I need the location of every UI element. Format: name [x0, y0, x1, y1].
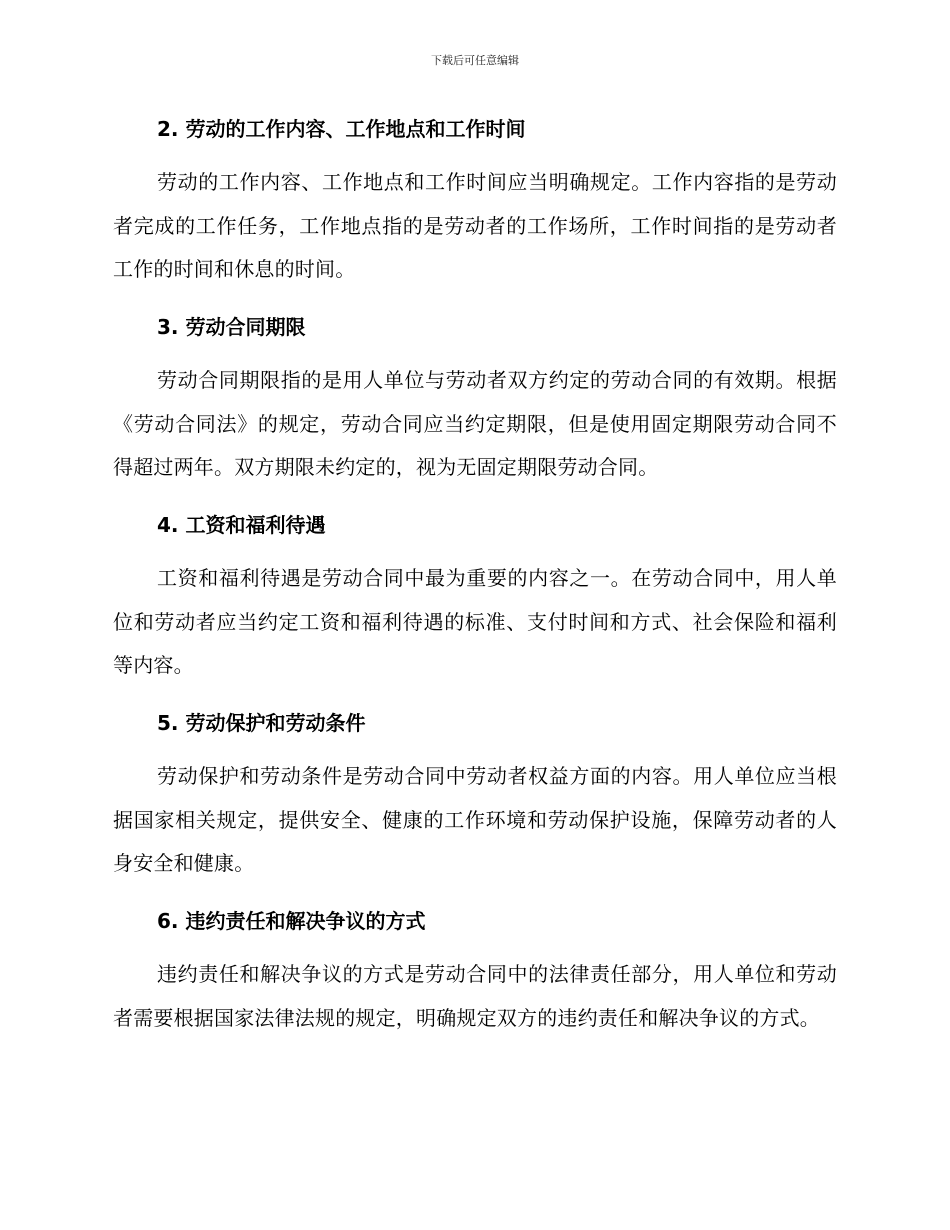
section-heading-4: 4. 工资和福利待遇	[157, 513, 326, 537]
page-header: 下载后可任意编辑	[431, 54, 519, 67]
section-body-2: 劳动的工作内容、工作地点和工作时间应当明确规定。工作内容指的是劳动者完成的工作任务，工作地点指的是劳动者的工作场所，工作时间指的是劳动者工作的时间和休息的时间。	[113, 170, 837, 281]
section-heading-3: 3. 劳动合同期限	[157, 315, 306, 339]
section-body-6: 违约责任和解决争议的方式是劳动合同中的法律责任部分，用人单位和劳动者需要根据国家法律法规的规定，明确规定双方的违约责任和解决争议的方式。	[113, 962, 837, 1030]
section-heading-2: 2. 劳动的工作内容、工作地点和工作时间	[157, 117, 526, 141]
section-body-4: 工资和福利待遇是劳动合同中最为重要的内容之一。在劳动合同中，用人单位和劳动者应当约定工资和福利待遇的标准、支付时间和方式、社会保险和福利等内容。	[113, 566, 837, 677]
section-body-5: 劳动保护和劳动条件是劳动合同中劳动者权益方面的内容。用人单位应当根据国家相关规定，提供安全、健康的工作环境和劳动保护设施，保障劳动者的人身安全和健康。	[113, 764, 837, 875]
section-body-3: 劳动合同期限指的是用人单位与劳动者双方约定的劳动合同的有效期。根据《劳动合同法》的规定，劳动合同应当约定期限，但是使用固定期限劳动合同不得超过两年。双方期限未约定的，视为无固定期限劳动合同。	[113, 368, 837, 479]
section-heading-6: 6. 违约责任和解决争议的方式	[157, 909, 426, 933]
section-heading-5: 5. 劳动保护和劳动条件	[157, 711, 366, 735]
